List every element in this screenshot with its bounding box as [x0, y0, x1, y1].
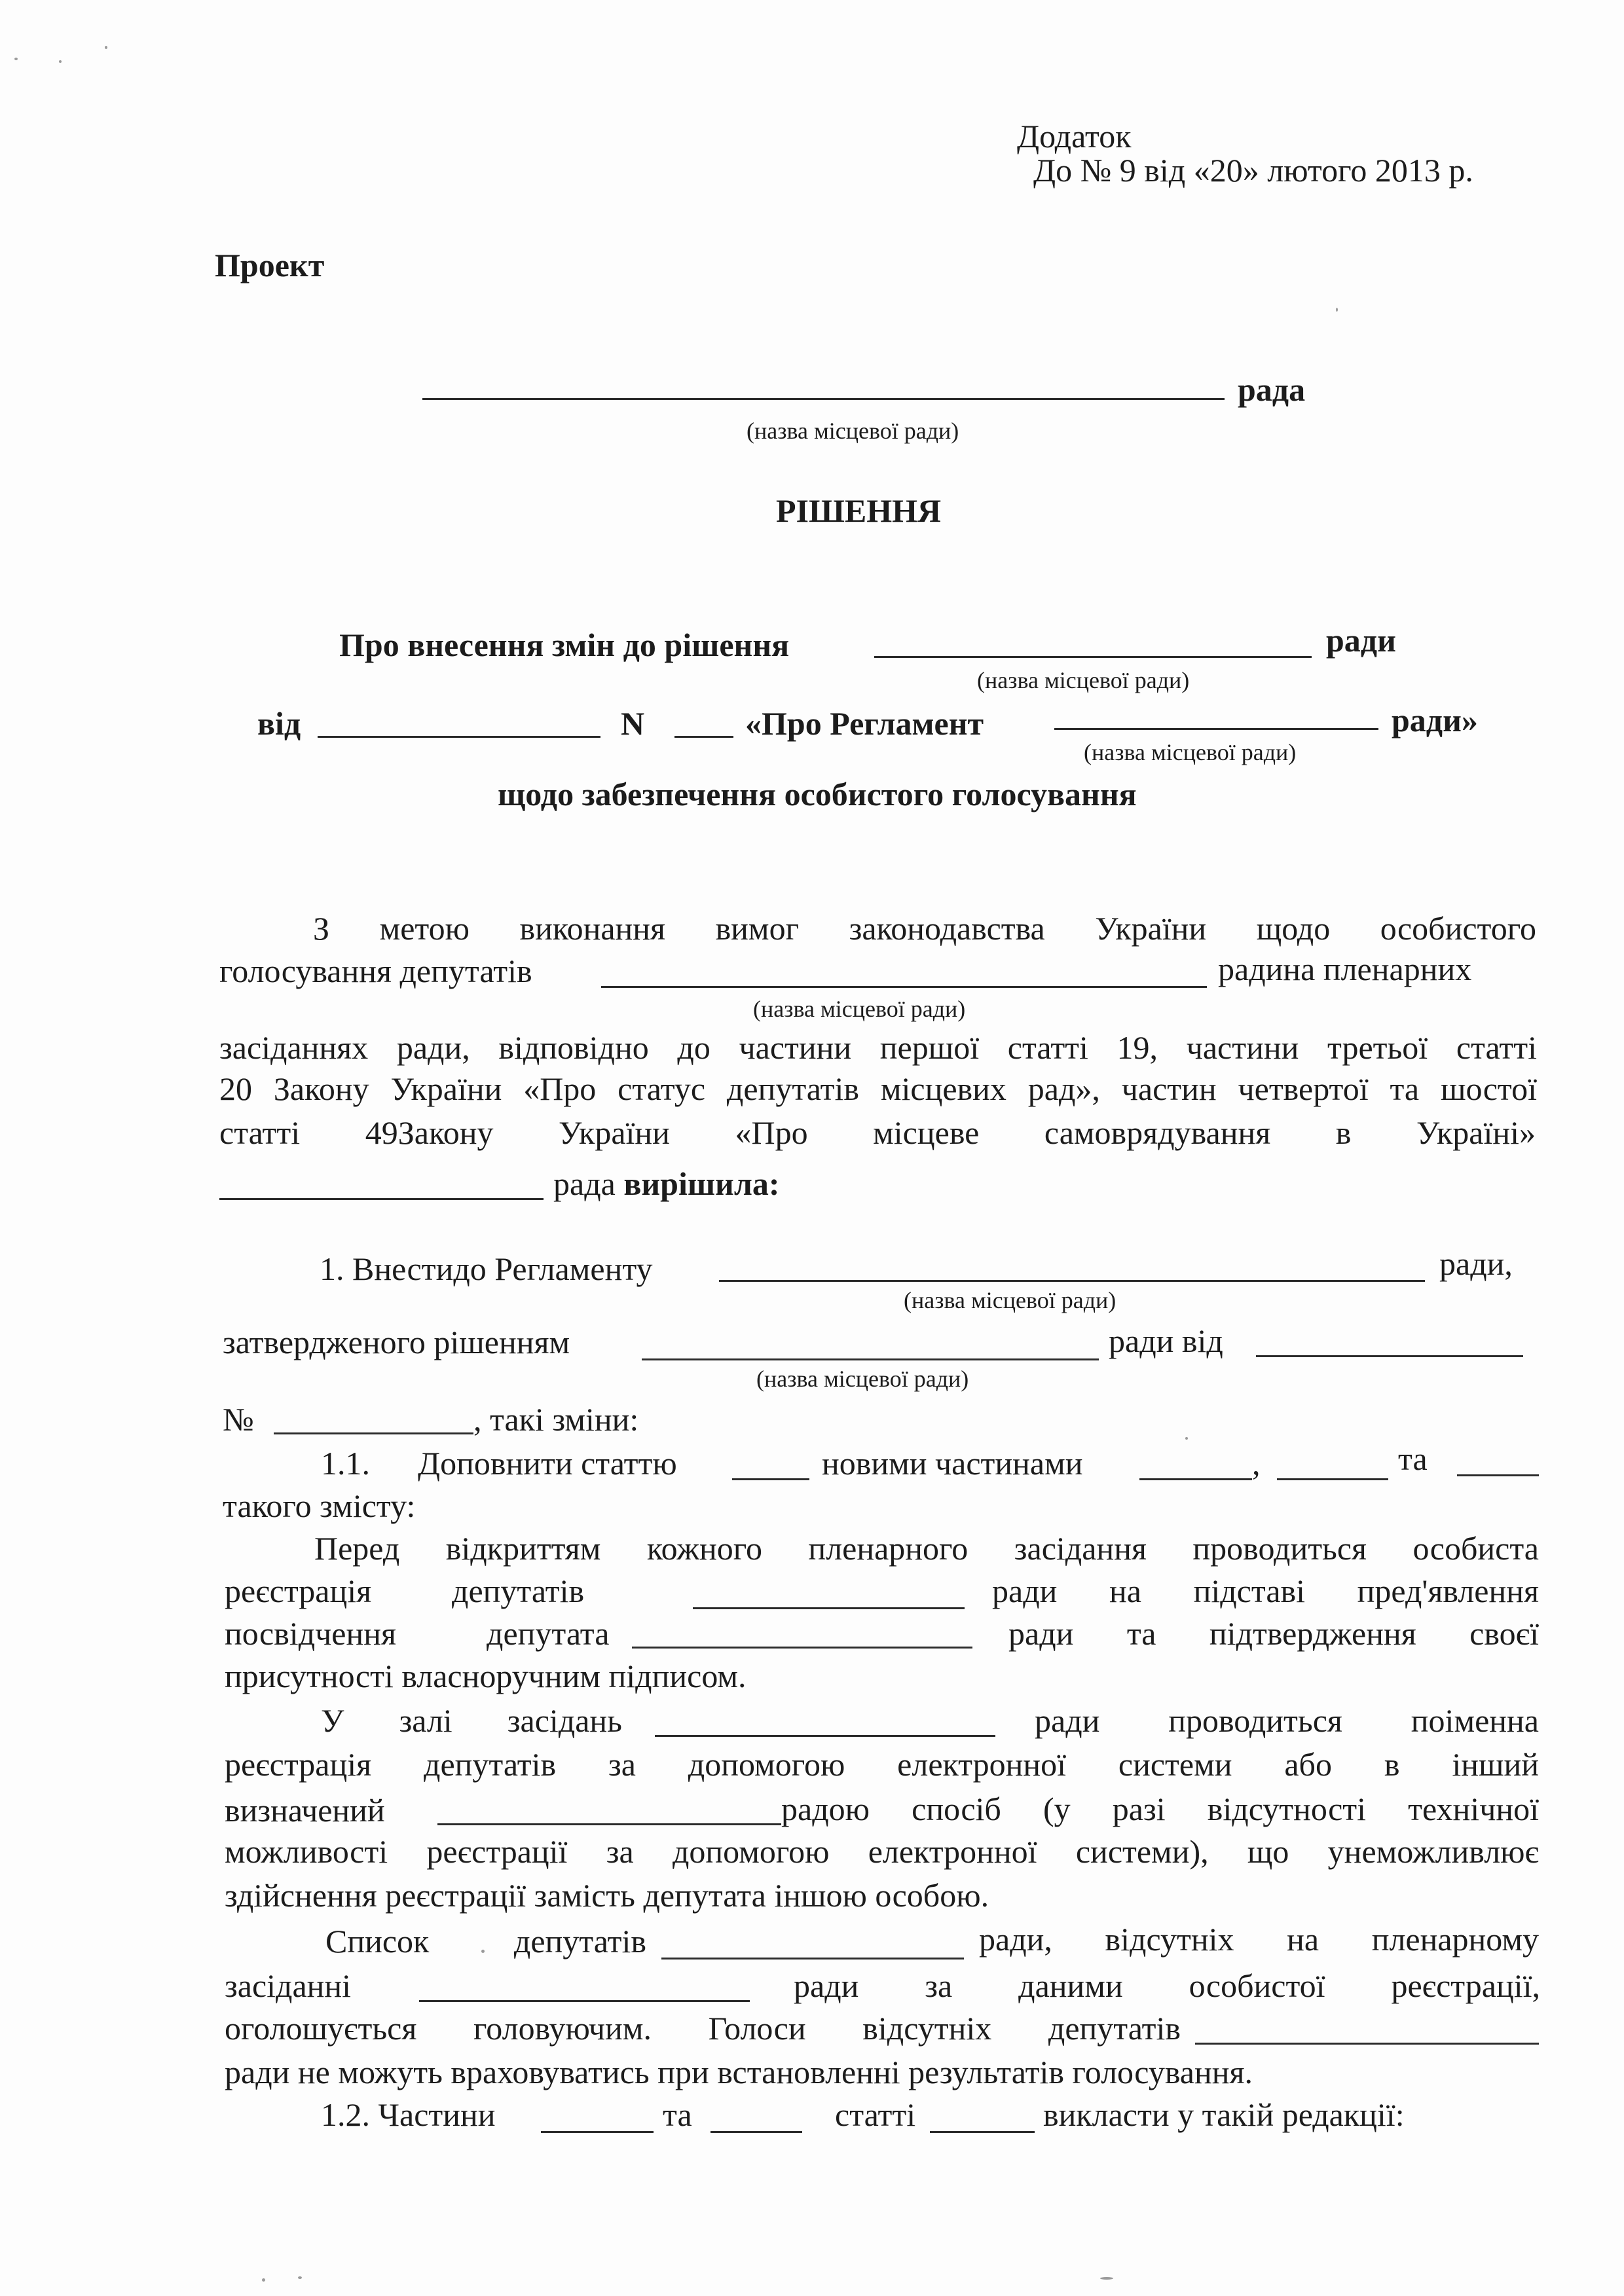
p1-line3c: ради та підтвердження своєї	[1008, 1615, 1539, 1652]
p2-line1a: У залі засідань	[321, 1702, 622, 1739]
p2-council-blank-1	[655, 1735, 995, 1737]
item11-new-parts: новими частинами	[822, 1445, 1083, 1482]
council-word: рада	[1238, 371, 1306, 408]
item11-part1-blank	[1139, 1478, 1252, 1480]
item1-date-blank	[1256, 1355, 1523, 1357]
p1-line2c: ради на підставі пред'явлення	[992, 1573, 1539, 1609]
subject-line3: щодо забезпечення особистого голосування	[498, 776, 1137, 812]
p1-council-blank-2	[632, 1647, 972, 1649]
item1-reglament-blank	[719, 1280, 1425, 1282]
p2-line1b: ради проводиться поіменна	[1035, 1702, 1539, 1739]
scan-speck	[59, 60, 62, 63]
p1-line3a: посвідчення	[225, 1615, 396, 1652]
item12-part1-blank	[541, 2131, 654, 2133]
p1-line1: Перед відкриттям кожного пленарного засідання проводиться особиста	[314, 1530, 1539, 1567]
p3-council-blank-2	[419, 2000, 750, 2002]
draft-label: Проект	[215, 247, 325, 283]
item12-parts: 1.2. Частини	[321, 2096, 496, 2133]
subject-reglament: «Про Регламент	[745, 705, 984, 742]
subject-date-blank	[318, 736, 600, 738]
item12-rest: викласти у такій редакції:	[1043, 2096, 1405, 2133]
preamble-line5: статті 49Закону України «Про місцеве самоврядування в Україні»	[219, 1114, 1536, 1151]
appendix-label: Додаток	[1017, 118, 1132, 155]
subject-line2-caption: (назва місцевої ради)	[1084, 739, 1297, 765]
p3-council-blank-3	[1195, 2043, 1539, 2045]
item1-line2-prefix: затвердженого рішенням	[223, 1324, 570, 1360]
item11-comma: ,	[1252, 1445, 1261, 1482]
preamble-line4: 20 Закону України «Про статус депутатів місцевих рад», частин четвертої та шостої	[219, 1070, 1537, 1107]
item12-article-blank	[930, 2131, 1035, 2133]
item1-number-blank	[274, 1432, 473, 1434]
scan-speck	[14, 58, 18, 60]
p3-line4: ради не можуть враховуватись при встановленні результатів голосування.	[225, 2054, 1253, 2090]
p3-council-blank-1	[661, 1958, 964, 1959]
subject-date-label: від	[257, 705, 301, 742]
scan-speck	[1336, 308, 1338, 312]
scan-speck	[1185, 1437, 1188, 1440]
preamble-rada	[553, 1164, 780, 1203]
resolved-word: вирішила	[623, 1165, 769, 1202]
document-title: РІШЕННЯ	[776, 492, 942, 529]
resolved-colon: :	[768, 1165, 780, 1202]
p3-line2a: засіданні	[225, 1967, 352, 2004]
subject-line1-prefix: Про внесення змін до рішення	[339, 627, 790, 663]
subject-line1-suffix: ради	[1326, 622, 1396, 659]
item12-ta: та	[663, 2096, 692, 2133]
subject-council-blank	[874, 656, 1312, 658]
item1-decision-blank	[642, 1358, 1099, 1360]
subject-line1-caption: (назва місцевої ради)	[977, 667, 1190, 693]
item11-article-blank	[732, 1478, 809, 1480]
preamble-line1: З метою виконання вимог законодавства України щодо особистого	[313, 910, 1536, 947]
preamble-rada-blank	[219, 1198, 544, 1200]
p1-line3b: депутата	[487, 1615, 610, 1652]
subject-line2-suffix: ради»	[1392, 702, 1478, 738]
item1-number-sign: №	[223, 1401, 254, 1438]
p3-line3: оголошується головуючим. Голоси відсутніх депутатів	[225, 2010, 1181, 2047]
item11-part3-blank	[1457, 1474, 1539, 1476]
preamble-line3: засіданнях ради, відповідно до частини першої статті 19, частини третьої статті	[219, 1029, 1537, 1066]
p1-council-blank-1	[693, 1607, 965, 1609]
p3-line1a: Список депутатів	[325, 1923, 646, 1959]
p2-line4: можливості реєстрації за допомогою електронної системи), що унеможливлює	[225, 1833, 1539, 1870]
item11-supplement: Доповнити статтю	[418, 1445, 677, 1482]
p1-line4: присутності власноручним підписом.	[225, 1658, 747, 1694]
item11-line2: такого змісту:	[223, 1487, 416, 1524]
subject-number-blank	[674, 736, 733, 738]
subject-council2-blank	[1054, 728, 1378, 730]
p1-line2a: реєстрація	[225, 1573, 372, 1609]
item1-line1-prefix: 1. Внестидо Регламенту	[320, 1250, 653, 1287]
p2-council-blank-2	[437, 1823, 781, 1825]
item1-line1-suffix: ради,	[1439, 1245, 1513, 1282]
subject-number-label: N	[621, 705, 645, 742]
council-name-blank	[422, 398, 1225, 400]
p2-line3b: радою спосіб (у разі відсутності технічної	[781, 1791, 1539, 1827]
item1-line1-caption: (назва місцевої ради)	[904, 1287, 1116, 1313]
scan-speck	[262, 2278, 265, 2282]
p2-line5: здійснення реєстрації замість депутата іншою особою.	[225, 1877, 989, 1914]
preamble-line2-suffix: радина пленарних	[1218, 951, 1472, 987]
item11-number: 1.1.	[321, 1445, 370, 1482]
preamble-council-blank	[601, 986, 1207, 988]
scan-speck	[1100, 2277, 1113, 2280]
item12-article: статті	[835, 2096, 916, 2133]
p1-line2b: депутатів	[452, 1573, 585, 1609]
preamble-line2-prefix: голосування депутатів	[219, 953, 532, 989]
p3-line2b: ради за даними особистої реєстрації,	[794, 1967, 1540, 2004]
item11-ta: та	[1398, 1440, 1428, 1477]
item12-part2-blank	[710, 2131, 802, 2133]
item1-line3-suffix: , такі зміни:	[473, 1401, 639, 1438]
rada-word: рада	[553, 1165, 616, 1202]
council-name-caption: (назва місцевої ради)	[747, 418, 959, 444]
p2-line3a: визначений	[225, 1792, 385, 1829]
item1-line2-caption: (назва місцевої ради)	[756, 1366, 969, 1392]
p3-line1b: ради, відсутніх на пленарному	[979, 1921, 1539, 1958]
item11-part2-blank	[1277, 1478, 1388, 1480]
scan-speck	[105, 46, 107, 49]
appendix-reference: До № 9 від «20» лютого 2013 р.	[1033, 152, 1473, 189]
preamble-caption: (назва місцевої ради)	[753, 996, 966, 1022]
p2-line2: реєстрація депутатів за допомогою електронної системи або в інший	[225, 1746, 1539, 1783]
scan-speck	[298, 2276, 302, 2279]
item1-line2-suffix: ради від	[1109, 1322, 1223, 1359]
